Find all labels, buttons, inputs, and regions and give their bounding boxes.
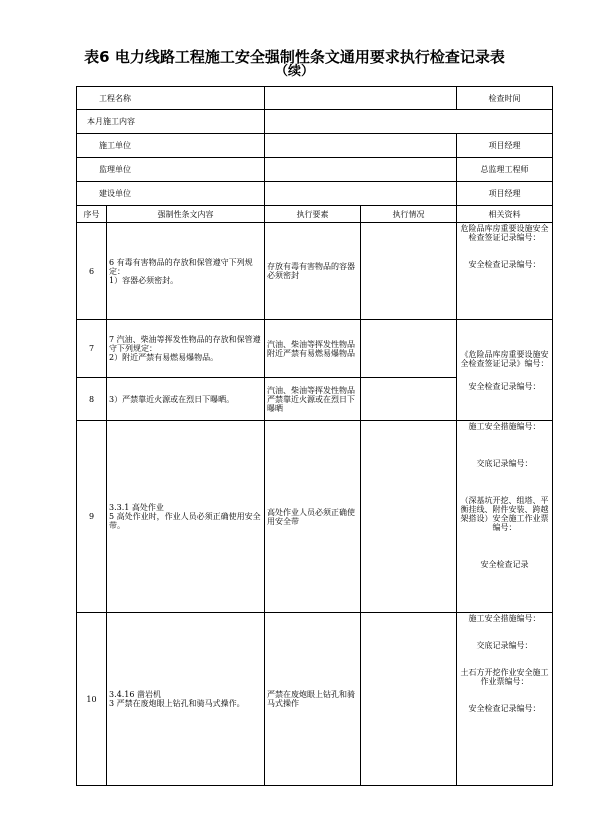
- materials-cell: [457, 613, 553, 786]
- spacer: [459, 550, 550, 560]
- status-cell[interactable]: [361, 320, 457, 378]
- spacer: [459, 242, 550, 260]
- clause-text: 3.3.1 高处作业: [109, 503, 164, 512]
- clause-text: 3.4.16 凿岩机: [109, 690, 161, 699]
- clause-cell: [107, 223, 265, 320]
- construction-unit-label: 施工单位: [77, 134, 265, 158]
- row-no: 10: [77, 613, 107, 786]
- requirement-cell: 高处作业人员必须正确使用安全带: [265, 421, 361, 613]
- spacer: [459, 431, 550, 449]
- owner-pm-label: 项目经理: [457, 182, 553, 206]
- owner-unit-value[interactable]: [265, 182, 457, 206]
- clause-cell: [107, 378, 265, 421]
- clause-cell: [107, 320, 265, 378]
- monthly-content-label: 本月施工内容: [77, 110, 265, 134]
- clause-text: 5 高处作业时，作业人员必须正确使用安全带。: [109, 512, 261, 530]
- project-name-value[interactable]: [265, 87, 457, 110]
- header-row-supervision: [77, 158, 553, 182]
- materials-cell: [457, 223, 553, 320]
- table-row: [77, 223, 553, 320]
- col-header-no: 序号: [77, 206, 107, 223]
- requirement-cell: 汽油、柴油等挥发性物品严禁靠近火源或在烈日下曝晒: [265, 378, 361, 421]
- table-row: [77, 613, 553, 786]
- materials-text: 《危险品库房重要设施安全检查签证记录》编号：: [460, 349, 549, 368]
- spacer: [459, 449, 550, 459]
- row-no: 9: [77, 421, 107, 613]
- clause-text: 7 汽油、柴油等挥发性物品的存放和保管遵守下列规定：: [109, 335, 261, 353]
- materials-text: 安全检查记录编号：: [468, 381, 541, 391]
- clause-cell: [107, 613, 265, 786]
- spacer: [459, 368, 550, 382]
- spacer: [459, 532, 550, 550]
- header-row-project: [77, 87, 553, 110]
- spacer: [459, 650, 550, 668]
- header-row-monthly: [77, 110, 553, 134]
- clause-text: 2）附近严禁有易燃易爆物品。: [109, 353, 219, 362]
- column-header-row: [77, 206, 553, 223]
- materials-cell: [457, 320, 553, 421]
- chief-supervisor-label: 总监理工程师: [457, 158, 553, 182]
- document-subtitle: （续）: [274, 64, 314, 79]
- spacer: [459, 623, 550, 641]
- table-row: [77, 320, 553, 378]
- status-cell[interactable]: [361, 378, 457, 421]
- clause-text: 3）严禁靠近火源或在烈日下曝晒。: [109, 394, 235, 404]
- col-header-clause: 强制性条文内容: [107, 206, 265, 223]
- col-header-materials: 相关资料: [457, 206, 553, 223]
- supervision-unit-value[interactable]: [265, 158, 457, 182]
- materials-text: 危险品库房重要设施安全检查签证记录编号：: [460, 224, 549, 242]
- status-cell[interactable]: [361, 223, 457, 320]
- materials-text: 土石方开挖作业安全施工作业票编号：: [460, 668, 549, 686]
- spacer: [459, 486, 550, 496]
- materials-text: 施工安全措施编号：: [468, 422, 541, 431]
- spacer: [459, 468, 550, 486]
- inspection-record-table: [76, 86, 553, 786]
- row-no: 8: [77, 378, 107, 421]
- owner-unit-label: 建设单位: [77, 182, 265, 206]
- clause-text: 1）容器必须密封。: [109, 275, 179, 285]
- pm-label: 项目经理: [457, 134, 553, 158]
- spacer: [459, 686, 550, 704]
- project-name-label: 工程名称: [77, 87, 265, 110]
- document-title: 表6 电力线路工程施工安全强制性条文通用要求执行检查记录表: [84, 48, 505, 66]
- check-time-label: 检查时间: [457, 87, 553, 110]
- materials-text: （深基坑开挖、组塔、平衡挂线、附件安装、跨越架搭设）安全施工作业票编号：: [460, 496, 549, 532]
- col-header-status: 执行情况: [361, 206, 457, 223]
- table-row: [77, 421, 553, 613]
- clause-cell: [107, 421, 265, 613]
- requirement-cell: 汽油、柴油等挥发性物品附近严禁有易燃易爆物品: [265, 320, 361, 378]
- col-header-requirement: 执行要素: [265, 206, 361, 223]
- status-cell[interactable]: [361, 421, 457, 613]
- monthly-content-value[interactable]: [265, 110, 553, 134]
- materials-text: 施工安全措施编号：: [468, 614, 541, 623]
- materials-text: 安全检查记录编号：: [468, 704, 541, 713]
- header-row-owner: [77, 182, 553, 206]
- materials-text: 安全检查记录编号：: [468, 260, 541, 269]
- materials-text: 安全检查记录: [480, 560, 529, 569]
- materials-cell: [457, 421, 553, 613]
- supervision-unit-label: 监理单位: [77, 158, 265, 182]
- clause-text: 3 严禁在废炮眼上钻孔和骑马式操作。: [109, 699, 245, 708]
- row-no: 6: [77, 223, 107, 320]
- requirement-cell: 严禁在废炮眼上钻孔和骑马式操作: [265, 613, 361, 786]
- header-row-construction: [77, 134, 553, 158]
- materials-text: 交底记录编号：: [476, 641, 533, 650]
- row-no: 7: [77, 320, 107, 378]
- construction-unit-value[interactable]: [265, 134, 457, 158]
- requirement-cell: 存放有毒有害物品的容器必须密封: [265, 223, 361, 320]
- materials-text: 交底记录编号：: [476, 459, 533, 468]
- clause-text: 6 有毒有害物品的存放和保管遵守下列规定：: [109, 257, 253, 276]
- status-cell[interactable]: [361, 613, 457, 786]
